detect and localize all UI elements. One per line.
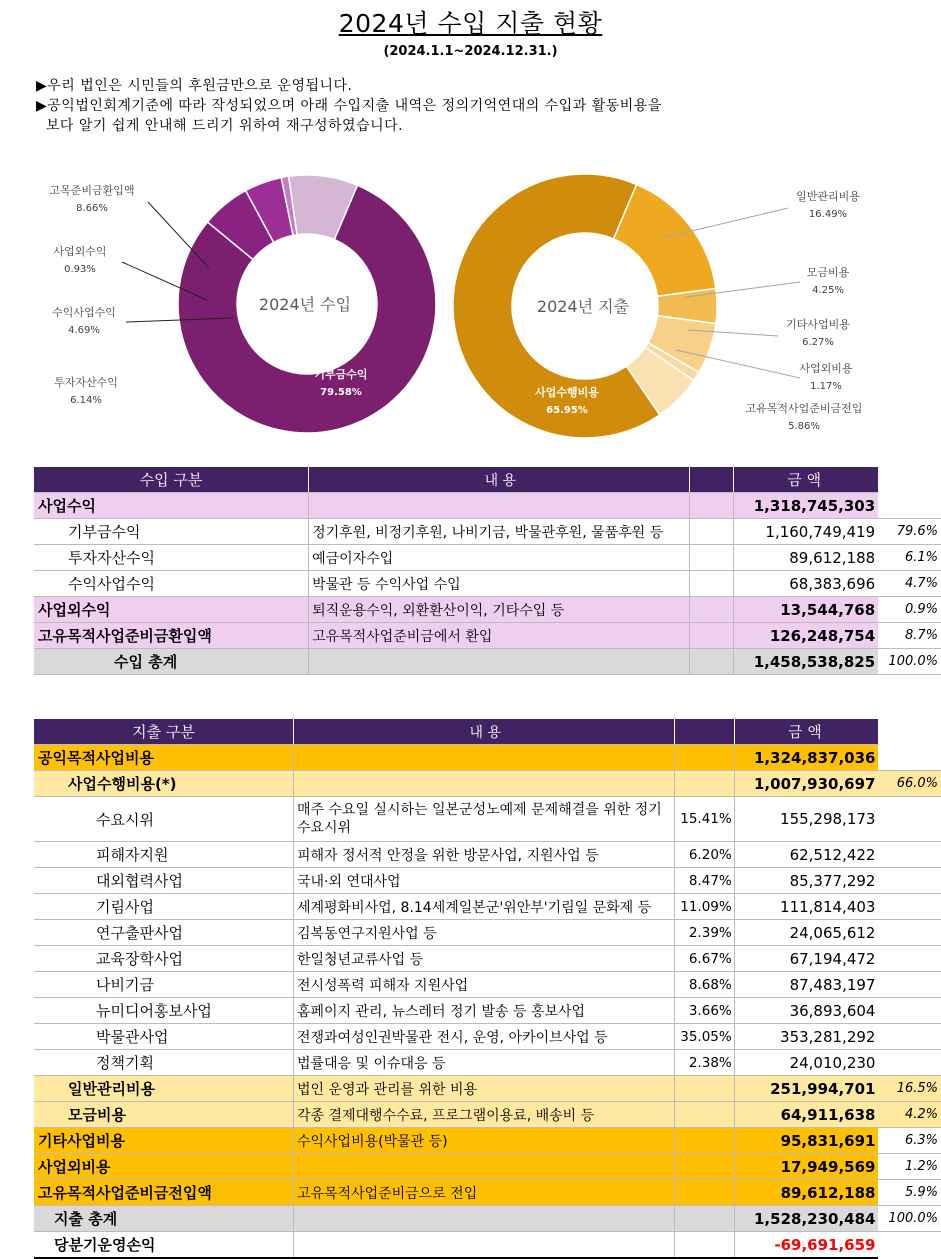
chart-center-title: 2024년 수입 — [258, 295, 352, 314]
row-amount: 1,458,538,825 — [733, 649, 878, 675]
row-description: 세계평화비사업, 8.14세계일본군'위안부'기림일 문화제 등 — [293, 894, 674, 920]
row-ratio — [689, 493, 733, 519]
slice-percent: 16.49% — [808, 209, 848, 220]
note-line: ▶공익법인회계기준에 따라 작성되었으며 아래 수입지출 내역은 정의기억연대의 수입과 활동비용을 — [36, 98, 662, 114]
row-ratio — [674, 1154, 734, 1180]
row-percent: 6.1% — [878, 545, 941, 571]
slice-label: 고유목적사업준비금전입 — [745, 402, 863, 415]
row-ratio: 6.67% — [674, 946, 734, 972]
row-amount: 17,949,569 — [734, 1154, 878, 1180]
table-row — [34, 571, 941, 597]
header-percent — [878, 719, 941, 745]
row-description: 고유목적사업준비금으로 전입 — [293, 1180, 674, 1206]
row-amount: 353,281,292 — [734, 1024, 878, 1050]
row-amount: 155,298,173 — [734, 797, 878, 842]
row-amount: 13,544,768 — [733, 597, 878, 623]
row-amount: 1,324,837,036 — [734, 745, 878, 771]
row-label: 수익사업수익 — [34, 571, 309, 597]
row-label: 교육장학사업 — [34, 946, 293, 972]
row-label: 기림사업 — [34, 894, 293, 920]
row-percent: 66.0% — [878, 771, 941, 797]
row-ratio — [689, 649, 733, 675]
row-description: 김복동연구지원사업 등 — [293, 920, 674, 946]
slice-percent: 65.95% — [546, 405, 588, 416]
row-amount: -69,691,659 — [734, 1232, 878, 1259]
row-ratio — [674, 1128, 734, 1154]
header-category: 수입 구분 — [34, 467, 309, 493]
slice-label: 일반관리비용 — [796, 190, 860, 203]
row-ratio: 8.47% — [674, 868, 734, 894]
header-percent — [878, 467, 941, 493]
row-ratio — [674, 1076, 734, 1102]
row-description — [309, 649, 689, 675]
table-row — [34, 545, 941, 571]
row-description: 홈페이지 관리, 뉴스레터 정기 발송 등 홍보사업 — [293, 998, 674, 1024]
row-label: 수입 총계 — [34, 649, 309, 675]
page-title: 2024년 수입 지출 현황 — [338, 9, 603, 38]
row-percent: 8.7% — [878, 623, 941, 649]
note-line: ▶우리 법인은 시민들의 후원금만으로 운영됩니다. — [36, 78, 353, 94]
row-percent — [878, 1232, 941, 1259]
header-amount: 금 액 — [734, 719, 878, 745]
row-label: 기부금수익 — [34, 519, 309, 545]
row-description: 고유목적사업준비금에서 환입 — [309, 623, 689, 649]
row-amount: 1,528,230,484 — [734, 1206, 878, 1232]
slice-label: 사업수행비용 — [535, 386, 599, 399]
row-ratio — [674, 1232, 734, 1259]
note-line: 보다 알기 쉽게 안내해 드리기 위하여 재구성하였습니다. — [36, 118, 404, 134]
row-percent — [878, 842, 941, 868]
row-label: 나비기금 — [34, 972, 293, 998]
row-label: 연구출판사업 — [34, 920, 293, 946]
row-label: 고유목적사업준비금전입액 — [34, 1180, 293, 1206]
slice-percent: 5.86% — [788, 421, 820, 432]
slice-percent: 4.25% — [812, 285, 844, 296]
row-description: 한일청년교류사업 등 — [293, 946, 674, 972]
header-category: 지출 구분 — [34, 719, 293, 745]
row-label: 박물관사업 — [34, 1024, 293, 1050]
table-row — [34, 797, 941, 842]
table-row — [34, 842, 941, 868]
row-description: 전쟁과여성인권박물관 전시, 운영, 아카이브사업 등 — [293, 1024, 674, 1050]
row-description — [293, 1206, 674, 1232]
row-ratio — [674, 1102, 734, 1128]
row-ratio — [689, 571, 733, 597]
row-amount: 68,383,696 — [733, 571, 878, 597]
row-percent — [878, 868, 941, 894]
table-row — [34, 868, 941, 894]
row-amount: 111,814,403 — [734, 894, 878, 920]
row-amount: 1,318,745,303 — [733, 493, 878, 519]
row-label: 대외협력사업 — [34, 868, 293, 894]
row-amount: 64,911,638 — [734, 1102, 878, 1128]
row-amount: 67,194,472 — [734, 946, 878, 972]
row-ratio — [674, 1180, 734, 1206]
row-percent: 79.6% — [878, 519, 941, 545]
row-description — [293, 771, 674, 797]
table-row — [34, 597, 941, 623]
row-amount: 1,160,749,419 — [733, 519, 878, 545]
table-row — [34, 623, 941, 649]
row-percent: 4.2% — [878, 1102, 941, 1128]
row-ratio — [689, 623, 733, 649]
row-label: 사업외비용 — [34, 1154, 293, 1180]
row-ratio — [674, 1206, 734, 1232]
row-percent — [878, 493, 941, 519]
table-row — [34, 1076, 941, 1102]
row-label: 정책기획 — [34, 1050, 293, 1076]
header-ratio — [689, 467, 733, 493]
row-ratio: 35.05% — [674, 1024, 734, 1050]
row-amount: 95,831,691 — [734, 1128, 878, 1154]
row-label: 공익목적사업비용 — [34, 745, 293, 771]
donut-chart-1 — [49, 175, 436, 433]
row-description: 각종 결제대행수수료, 프로그램이용료, 배송비 등 — [293, 1102, 674, 1128]
table-row — [34, 745, 941, 771]
slice-percent: 8.66% — [76, 203, 108, 214]
table-row — [34, 946, 941, 972]
row-percent — [878, 946, 941, 972]
row-ratio — [674, 745, 734, 771]
row-label: 당분기운영손익 — [34, 1232, 293, 1259]
row-description: 정기후원, 비정기후원, 나비기금, 박물관후원, 물품후원 등 — [309, 519, 689, 545]
header-amount: 금 액 — [733, 467, 878, 493]
income-table — [34, 467, 941, 675]
slice-percent: 4.69% — [68, 325, 100, 336]
row-amount: 62,512,422 — [734, 842, 878, 868]
row-description: 퇴직운용수익, 외환환산이익, 기타수입 등 — [309, 597, 689, 623]
slice-percent: 1.17% — [810, 381, 842, 392]
donut-charts — [0, 160, 941, 450]
slice-label: 고목준비금환입액 — [49, 184, 135, 197]
row-description: 예금이자수입 — [309, 545, 689, 571]
row-amount: 126,248,754 — [733, 623, 878, 649]
row-description: 피해자 정서적 안정을 위한 방문사업, 지원사업 등 — [293, 842, 674, 868]
row-percent — [878, 894, 941, 920]
slice-percent: 79.58% — [320, 387, 362, 398]
table-row — [34, 1024, 941, 1050]
row-amount: 1,007,930,697 — [734, 771, 878, 797]
row-amount: 24,065,612 — [734, 920, 878, 946]
table-row — [34, 894, 941, 920]
row-description: 박물관 등 수익사업 수입 — [309, 571, 689, 597]
row-percent: 5.9% — [878, 1180, 941, 1206]
table-row — [34, 1050, 941, 1076]
row-description: 법률대응 및 이슈대응 등 — [293, 1050, 674, 1076]
row-amount: 36,893,604 — [734, 998, 878, 1024]
row-ratio — [689, 545, 733, 571]
row-percent — [878, 972, 941, 998]
slice-percent: 6.27% — [802, 337, 834, 348]
table-row — [34, 1206, 941, 1232]
row-label: 뉴미디어홍보사업 — [34, 998, 293, 1024]
row-percent: 0.9% — [878, 597, 941, 623]
row-description: 국내·외 연대사업 — [293, 868, 674, 894]
row-label: 사업수익 — [34, 493, 309, 519]
table-row — [34, 1180, 941, 1206]
slice-label: 기부금수익 — [314, 368, 368, 381]
row-amount: 251,994,701 — [734, 1076, 878, 1102]
table-row — [34, 519, 941, 545]
row-amount: 89,612,188 — [734, 1180, 878, 1206]
row-label: 지출 총계 — [34, 1206, 293, 1232]
table-row — [34, 771, 941, 797]
row-percent: 100.0% — [878, 649, 941, 675]
row-label: 고유목적사업준비금환입액 — [34, 623, 309, 649]
chart-center-title: 2024년 지출 — [536, 297, 630, 316]
header-description: 내 용 — [309, 467, 689, 493]
row-percent — [878, 920, 941, 946]
row-ratio — [674, 771, 734, 797]
row-percent — [878, 1050, 941, 1076]
donut-chart-2 — [453, 174, 862, 438]
row-label: 기타사업비용 — [34, 1128, 293, 1154]
row-percent — [878, 745, 941, 771]
row-amount: 24,010,230 — [734, 1050, 878, 1076]
table-row — [34, 649, 941, 675]
row-percent: 16.5% — [878, 1076, 941, 1102]
report-period: (2024.1.1~2024.12.31.) — [383, 44, 558, 59]
row-amount: 87,483,197 — [734, 972, 878, 998]
table-row — [34, 1232, 941, 1259]
row-label: 일반관리비용 — [34, 1076, 293, 1102]
table-header — [34, 719, 941, 745]
slice-percent: 6.14% — [70, 395, 102, 406]
row-ratio: 11.09% — [674, 894, 734, 920]
row-description — [309, 493, 689, 519]
table-row — [34, 1154, 941, 1180]
row-description: 수익사업비용(박물관 등) — [293, 1128, 674, 1154]
row-percent: 4.7% — [878, 571, 941, 597]
row-percent — [878, 1024, 941, 1050]
row-description: 전시성폭력 피해자 지원사업 — [293, 972, 674, 998]
row-percent: 6.3% — [878, 1128, 941, 1154]
table-row — [34, 1128, 941, 1154]
row-label: 투자자산수익 — [34, 545, 309, 571]
header-description: 내 용 — [293, 719, 674, 745]
row-ratio — [689, 519, 733, 545]
row-ratio: 3.66% — [674, 998, 734, 1024]
row-percent — [878, 797, 941, 842]
row-ratio: 2.39% — [674, 920, 734, 946]
table-row — [34, 972, 941, 998]
row-label: 수요시위 — [34, 797, 293, 842]
table-row — [34, 1102, 941, 1128]
row-ratio: 2.38% — [674, 1050, 734, 1076]
row-description: 매주 수요일 실시하는 일본군성노예제 문제해결을 위한 정기수요시위 — [293, 797, 674, 842]
row-label: 피해자지원 — [34, 842, 293, 868]
table-header — [34, 467, 941, 493]
slice-label: 사업외수익 — [53, 245, 107, 258]
table-row — [34, 998, 941, 1024]
slice-label: 수익사업수익 — [52, 306, 116, 319]
slice-label: 모금비용 — [806, 266, 850, 279]
slice-label: 기타사업비용 — [786, 318, 850, 331]
row-amount: 89,612,188 — [733, 545, 878, 571]
row-description: 법인 운영과 관리를 위한 비용 — [293, 1076, 674, 1102]
row-percent: 1.2% — [878, 1154, 941, 1180]
slice-label: 사업외비용 — [799, 362, 853, 375]
row-percent — [878, 998, 941, 1024]
row-ratio: 6.20% — [674, 842, 734, 868]
row-description — [293, 1154, 674, 1180]
slice-label: 투자자산수익 — [54, 376, 118, 389]
row-label: 사업수행비용(*) — [34, 771, 293, 797]
row-ratio: 8.68% — [674, 972, 734, 998]
row-label: 사업외수익 — [34, 597, 309, 623]
header-ratio — [674, 719, 734, 745]
row-description — [293, 745, 674, 771]
expense-table — [34, 719, 941, 1259]
row-label: 모금비용 — [34, 1102, 293, 1128]
row-amount: 85,377,292 — [734, 868, 878, 894]
row-description — [293, 1232, 674, 1259]
row-ratio: 15.41% — [674, 797, 734, 842]
slice-percent: 0.93% — [64, 264, 96, 275]
table-row — [34, 493, 941, 519]
row-ratio — [689, 597, 733, 623]
table-row — [34, 920, 941, 946]
row-percent: 100.0% — [878, 1206, 941, 1232]
